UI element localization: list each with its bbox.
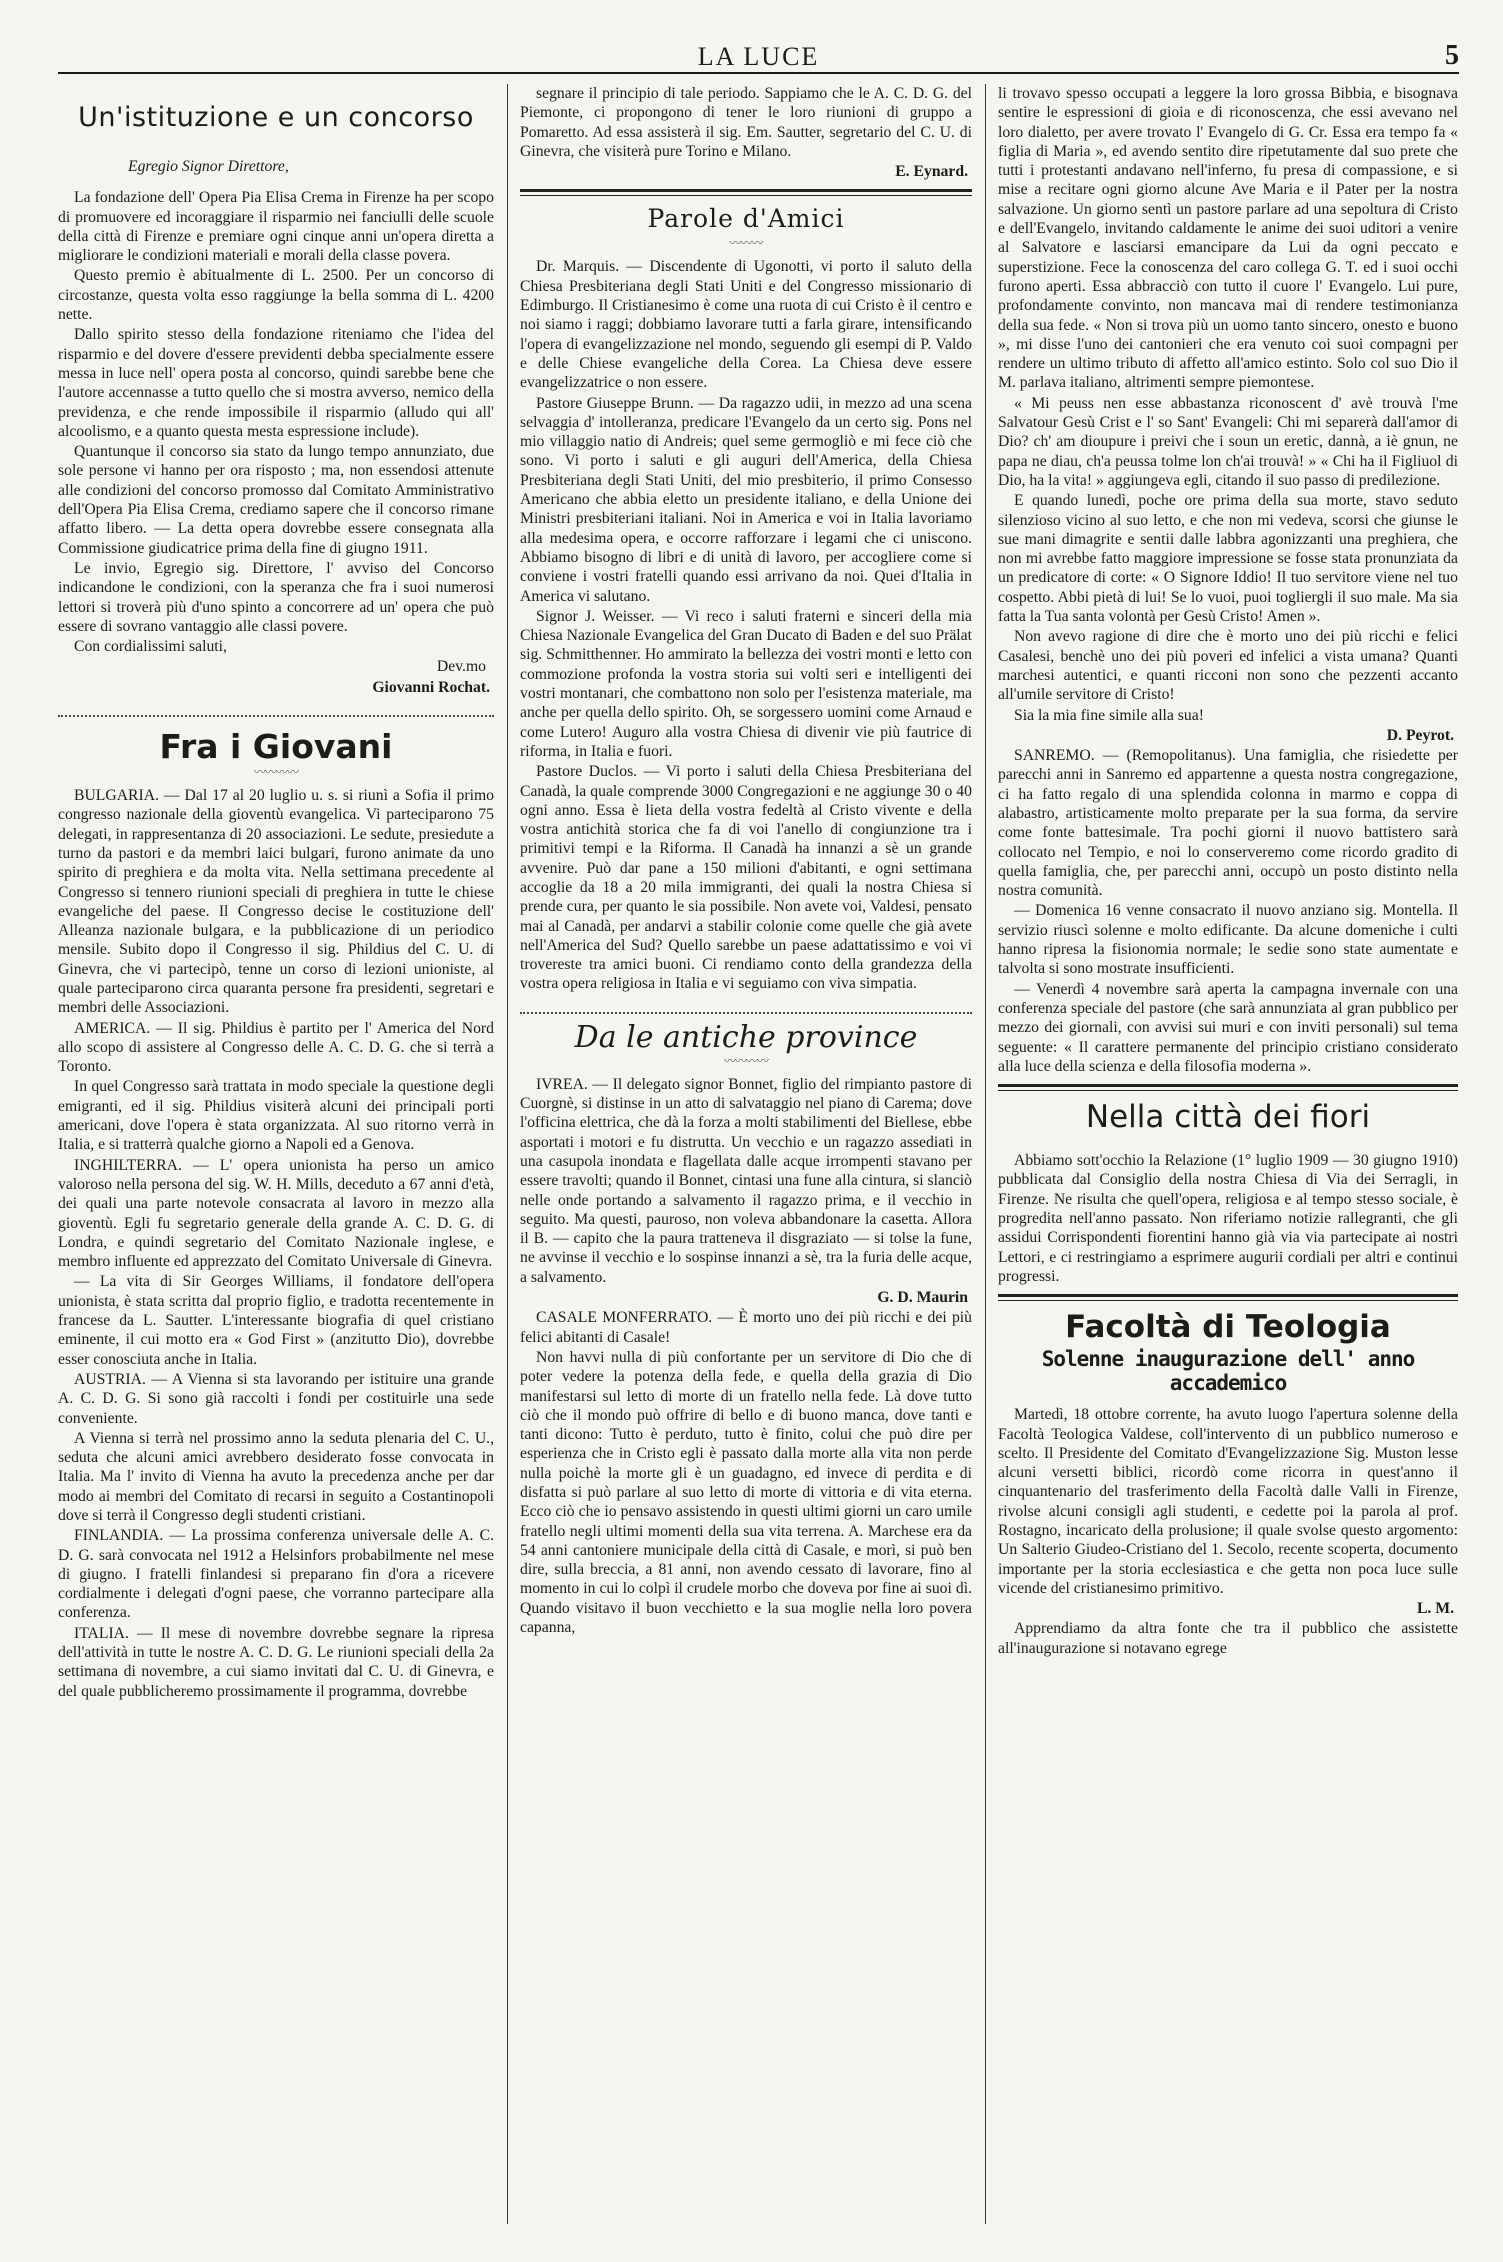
paragraph: — Domenica 16 venne consacrato il nuovo anziano sig. Montella. Il servizio riuscì solenne e molto edificante. Da alcune domeniche i culti hanno ripresa la fisionomia normale; le sedie sono state aumentate e talvolta si sono mostrate insufficienti. <box>998 902 1458 978</box>
paragraph: Sia la mia fine simile alla sua! <box>1014 706 1204 724</box>
letter-closing: Dev.mo <box>436 658 486 676</box>
paragraph: E quando lunedì, poche ore prima della sua morte, stavo seduto silenzioso vicino al suo letto, e che non mi vedeva, scorsi che giunse le sue mani dimagrite e sentii dalle labbra agonizzanti una preghiera, che non mi avrebbe fatto maggiore impressione se fosse stata pronunziata da un predicatore di corte: « O Signore Iddio! Il tuo servitore viene nel tuo cospetto. Abbi pietà di lui! Se lo vuoi, puoi togliergli il suo male. Ma sia fatta la Tua santa volontà per Gesù Cristo! Amen ». <box>998 492 1458 626</box>
title-ornament: 〰〰〰 <box>729 236 763 251</box>
paragraph: Quantunque il concorso sia stato da lungo tempo annunziato, due sole persone vi hanno per ora risposto ; ma, non essendosi attenute alle condizioni del concorso promosso dal Comitato Amministrativo dell'Opera Pia Elisa Crema, crediamo sapere che il concorso rimane affatto libero. — La detta opera dovrebbe essere consegnata alla Commissione giudicatrice prima della fine di giugno 1911. <box>58 443 494 557</box>
page-number: 5 <box>1445 40 1459 71</box>
article-signature: L. M. <box>1416 1600 1454 1618</box>
article-title-giovani: Fra i Giovani <box>159 727 393 767</box>
article-title-amici: Parole d'Amici <box>647 204 845 234</box>
paragraph: Questo premio è abitualmente di L. 2500. Per un concorso di circostanze, questa volta esso raggiunge la bella somma di L. 4200 nette. <box>58 267 494 324</box>
column-1 <box>58 84 494 2234</box>
article-title-concorso: Un'istituzione e un concorso <box>78 102 474 133</box>
article-signature: G. D. Maurin <box>877 1289 968 1307</box>
section-divider <box>58 707 494 717</box>
column-2 <box>520 84 972 2234</box>
article-title-fiori: Nella città dei fiori <box>1085 1099 1371 1136</box>
paragraph: Non havvi nulla di più confortante per un servitore di Dio che di poter vedere la potenza della fede, e quella della grazia di Dio manifestarsi sul letto di morte di un fratello nella fede. Là dove tutto ciò che il mondo può offrire di bello e di buono manca, dove tanti e tanti dicono: Tutto è perduto, tutto è finito, colui che può dire per esperienza che in Cristo egli è passato dalla morte alla vita non perde nulla poichè la morte gli è un guadagno, ed invece di perdita e di disfatta si può parlare al suo letto di morte di vittoria e di vita eterna. Ecco ciò che io pensavo assistendo in questi ultimi giorni un caro umile fratello negli ultimi momenti della sua vita terrena. A. Marchese era da 54 anni cantoniere municipale della città di Casale, e morì, si può ben dire, sulla breccia, a 81 anni, non avendo cessato di lavorare, fino al momento in cui lo colpì il crudele morbo che doveva por fine ai suoi dì. Quando visitavo il buon vecchietto e la sua moglie nella loro povera capanna, <box>520 1348 972 1637</box>
article-title-province: Da le antiche province <box>574 1019 918 1055</box>
paragraph: Pastore Giuseppe Brunn. — Da ragazzo udii, in mezzo ad una scena selvaggia d' intolleranza, predicare l'Evangelo da un certo sig. Pons nel mio villaggio natio di Andreis; quel seme germogliò e mi fece ciò che sono. Vi porto i saluti e gli auguri dell'America, della Chiesa Presbiteriana degli Stati Uniti, del mio presbiterio, il primo Consesso Americano che abbia eletto un presidente italiano, e della Unione dei Ministri presbiteriani italiani. Noi in America e voi in Italia lavoriamo alla medesima opera, e occorre rafforzare i legami che ci uniscono. Abbiamo bisogno di libri e di unità di lavoro, per accogliere come si conviene i vostri fratelli quando essi arrivano da noi. Quei d'Italia in America vi salutano. <box>520 394 972 605</box>
paragraph: A Vienna si terrà nel prossimo anno la seduta plenaria del C. U., seduta che alcuni amici avrebbero desiderato fosse convocata in Italia. Ma l' invito di Vienna ha avuto la precedenza anche per dar modo ai membri del Comitato di recarsi in seguito a Costantinopoli dove si terrà il Congresso degli studenti cristiani. <box>58 1429 494 1524</box>
paragraph: CASALE MONFERRATO. — È morto uno dei più ricchi e dei più felici abitanti di Casale! <box>520 1309 972 1346</box>
running-header <box>58 38 1459 74</box>
paragraph: Abbiamo sott'occhio la Relazione (1° luglio 1909 — 30 giugno 1910) pubblicata dal Consiglio della nostra Chiesa di Via dei Serragli, in Firenze. Ne risulta che quell'opera, religiosa e al tempo stesso sociale, è progredita nell'anno passato. Non riferiamo notizie rallegranti, che gli assidui Corrispondenti fiorentini hanno già via via partecipate ai nostri Lettori, e ci restringiamo a esprimere augurii cordiali per altri e continui progressi. <box>998 1152 1458 1285</box>
column-rule <box>985 84 986 2224</box>
paragraph: Dr. Marquis. — Discendente di Ugonotti, vi porto il saluto della Chiesa Presbiteriana degli Stati Uniti e del Congresso missionario di Edimburgo. Il Cristianesimo è come una ruota di cui Cristo è il centro e noi siamo i raggi; dobbiamo lavorare tutti a farla girare, intensificando l'opera di evangelizzazione nel mondo, seguendo gli esempi di P. Valdo e delle Chiese evangeliche della Corea. La Chiesa deve essere evangelizzatrice o non essere. <box>520 258 972 392</box>
paragraph: Signor J. Weisser. — Vi reco i saluti fraterni e sinceri della mia Chiesa Nazionale Evangelica del Gran Ducato di Baden e del suo Prälat sig. Schmitthenner. Ho ammirato la bellezza dei vostri monti e letto con commozione profonda la vostra storia sui volti seri e intelligenti dei vostri montanari, che combattono non solo per l'esistenza materiale, ma anche per quella dello spirito. Oh, se sorgessero uomini come Arnaud e come Lutero! Auguro alla vostra Chiesa di divenir vie più fautrice di riforma, in Italia e fuori. <box>520 607 972 760</box>
paragraph: Le invio, Egregio sig. Direttore, l' avviso del Concorso indicandone le condizioni, con la speranza che fra i suoi numerosi lettori si troverà più d'uno spinto a concorrere ad un' opera che può essere di sovrano vantaggio alle classi povere. <box>58 559 494 635</box>
paragraph: Dallo spirito stesso della fondazione riteniamo che l'idea del risparmio e del dovere d'essere previdenti debba specialmente essere messa in luce nell' opera posta al concorso, quindi sarebbe bene che l'autore accennasse a tutto quello che si mostra avverso, nemico della previdenza, e che rende impossibile il risparmio (alludo qui all' alcoolismo, e a quanto questa mesta espressione include). <box>58 326 494 440</box>
paragraph: FINLANDIA. — La prossima conferenza universale delle A. C. D. G. sarà convocata nel 1912 a Helsinfors probabilmente nel mese di giugno. I fratelli finlandesi si preparano fin d'ora a ricevere cordialmente i delegati d'ogni paese, che vorranno partecipare alla conferenza. <box>58 1527 494 1622</box>
letter-greeting: Egregio Signor Direttore, <box>128 158 289 175</box>
paragraph: AUSTRIA. — A Vienna si sta lavorando per istituire una grande A. C. D. G. Si sono già raccolti i fondi per costituirle una sede conveniente. <box>58 1370 494 1427</box>
title-ornament: 〰〰〰〰 <box>253 765 298 780</box>
paragraph: Con cordialissimi saluti, <box>74 638 227 656</box>
newspaper-title: LA LUCE <box>697 42 820 71</box>
letter-signature: Giovanni Rochat. <box>372 678 490 696</box>
paragraph: « Mi peuss nen esse abbastanza riconoscent d' avè trouvà l'me Salvatour Gesù Crist e l' so Sant' Evangeli: Chi mi separerà dall'amor di Dio? ch' am dioupure i preivi che i soun un eretic, dannà, a iè gnun, ne papa ne diau, ch'a peussa tolme lon ch'ai trouvà! » « Chi ha il Figliuol di Dio, ha la vita! » aggiungeva egli, citando il suo passo di predilezione. <box>998 394 1458 489</box>
paragraph: Apprendiamo da altra fonte che tra il pubblico che assistette all'inaugurazione si notavano egrege <box>998 1620 1458 1657</box>
section-divider <box>998 1294 1458 1301</box>
paragraph: IVREA. — Il delegato signor Bonnet, figlio del rimpianto pastore di Cuorgnè, si distinse in un atto di salvataggio nel piano di Carema; dove l'officina elettrica, che dà la forza a molti stabilimenti del Biellese, ebbe asportati i motori e fu distrutta. Un vecchio e un ragazzo assediati in una casupola inondata e flagellata dalle acque irrompenti stavano per essere travolti; quando il Bonnet, cintasi una fune alla cintura, si slanciò nelle onde portando a salvamento il ragazzo prima, e il vecchio in seguito. Ma questi, pauroso, non voleva abbandonare la casetta. Allora il B. — capito che la paura tratteneva il disgraziato — si tolse la fune, ne avvinse il vecchio e lo sospinse innanzi a sè, tra la furia delle acque, a salvamento. <box>520 1075 972 1286</box>
paragraph: Martedì, 18 ottobre corrente, ha avuto luogo l'apertura solenne della Facoltà Teologica Valdese, coll'intervento di un pubblico numeroso e scelto. Il Presidente del Comitato d'Evangelizzazione Sig. Muston lesse alcuni versetti biblici, ricordò come ricorra in quest'anno il cinquantenario del trasferimento della Facoltà dalle Valli in Firenze, rivolse alcuni consigli agli studenti, e cedette poi la parola al prof. Rostagno, incaricato della prolusione; il quale svolse questo argomento: Un Salterio Giudeo-Cristiano del 1. Secolo, recente scoperta, documento importante per la storia ecclesiastica e che getta non poca luce sulle vicende del cristianesimo primitivo. <box>998 1406 1458 1597</box>
column-rule <box>507 84 508 2224</box>
article-subtitle-teologia: Solenne inaugurazione dell' anno accademico <box>1041 1347 1415 1396</box>
paragraph: INGHILTERRA. — L' opera unionista ha perso un amico valoroso nella persona del sig. W. H. Mills, deceduto a 67 anni d'età, dei quali una parte notevole consacrata al lavoro in mezzo alla gioventù. Egli fu segretario generale della grande A. C. D. G. di Londra, e quindi segretario del Comitato Nazionale inglese, e membro influente ed apprezzato del Comitato Universale di Ginevra. <box>58 1156 494 1271</box>
paragraph: — Venerdì 4 novembre sarà aperta la campagna invernale con una conferenza speciale del pastore (che sarà annunziata al gran pubblico per mezzo dei giornali, con avvisi sui muri e con inviti personali) sul tema seguente: « Il carattere permanente del principio cristiano considerato alla luce della scienza e della filosofia moderna ». <box>998 980 1458 1075</box>
paragraph: segnare il principio di tale periodo. Sappiamo che le A. C. D. G. del Piemonte, ci propongono di tener le loro riunioni di gruppo a Pomaretto. Ad essa assisterà il sig. Em. Sautter, segretario del C. U. di Ginevra, che visiterà pure Torino e Milano. <box>520 85 972 160</box>
title-ornament: 〰〰〰〰 <box>723 1053 768 1068</box>
article-signature: D. Peyrot. <box>1386 726 1454 744</box>
paragraph: Pastore Duclos. — Vi porto i saluti della Chiesa Presbiteriana del Canadà, la quale comprende 3000 Congregazioni e ne aggiunge 30 o 40 ogni anno. Essa è lieta della vostra fedeltà al Cristo vivente e della vostra antichità storica che fa di voi l'anello di congiunzione tra i primitivi tempi e la Riforma. Il Canadà ha innanzi a sè un grande avvenire. Può dar pane a 150 milioni d'abitanti, e ogni settimana accoglie da 18 a 20 mila immigranti, dei quali la nostra Chiesa si prende cura, per quanto le sia possibile. Non avete voi, Valdesi, pensato mai al Canadà, per andarvi a stabilir colonie come quelle che già avete nell'America del Sud? Quello sarebbe un paese adattatissimo e voi vi trovereste tra amici buoni. Ci rendiamo conto della grandezza della vostra opera religiosa in Italia e vi seguiamo con viva simpatia. <box>520 763 972 993</box>
paragraph: In quel Congresso sarà trattata in modo speciale la questione degli emigranti, ed il sig. Phildius visiterà alcuni dei principali porti americani, dove l'opera è stata organizzata. Al suo ritorno verrà in Italia, e si tratterrà qualche giorno a Napoli ed a Genova. <box>58 1078 494 1154</box>
paragraph: SANREMO. — (Remopolitanus). Una famiglia, che risiedette per parecchi anni in Sanremo ed appartenne a questa nostra congregazione, ci ha fatto regalo di una splendida colonna in marmo e coppa di alabastro, artisticamente molto preparate per la sua forma, da servire come fonte battesimale. Tra pochi giorni il nuovo battistero sarà collocato nel Tempio, e noi lo conserveremo come ricordo gradito di quella famiglia, che, per parecchi anni, occupò un posto distinto nella nostra comunità. <box>998 747 1458 900</box>
paragraph: AMERICA. — Il sig. Phildius è partito per l' America del Nord allo scopo di assistere al Congresso delle A. C. D. G. che si terrà a Toronto. <box>58 1019 494 1076</box>
column-3 <box>998 84 1458 2234</box>
article-title-teologia: Facoltà di Teologia <box>1065 1309 1391 1346</box>
section-divider <box>520 1004 972 1014</box>
paragraph: — La vita di Sir Georges Williams, il fondatore dell'opera unionista, è stata scritta dal proprio figlio, e tradotta recentemente in francese da L. Sautter. L'interessante biografia di quel cristiano eminente, il cui motto era « God First » (anzitutto Dio), dovrebbe esser conosciuta anche in Italia. <box>58 1273 494 1368</box>
paragraph: La fondazione dell' Opera Pia Elisa Crema in Firenze ha per scopo di promuovere ed incoraggiare il risparmio nei fanciulli delle scuole della città di Firenze e premiare ogni cinque anni un'opera diretta a migliorare le condizioni materiali e morali della classe povera. <box>58 189 494 265</box>
paragraph: Non avevo ragione di dire che è morto uno dei più ricchi e felici Casalesi, benchè uno dei più poveri ed infelici a vista umana? Quanti marchesi autentici, e quanti ricconi non sono che pezzenti accanto all'umile servitore di Cristo! <box>998 628 1458 704</box>
paragraph: BULGARIA. — Dal 17 al 20 luglio u. s. si riunì a Sofia il primo congresso nazionale della gioventù evangelica. Vi parteciparono 75 delegati, in rappresentanza di 20 associazioni. Le sedute, presiedute a turno da pastori e da membri laici bulgari, furono animate da uno spirito di preghiera e da molta vita. Nella settimana precedente al Congresso si tennero riunioni speciali di preghiera in tutte le chiese evangeliche del paese. Il Congresso decise le costituzione dell' Alleanza nazionale bulgara, e la pubblicazione di un periodico mensile. Subito dopo il Congresso il sig. Phildius del C. U. di Ginevra, che vi partecipò, tenne un corso di lezioni unioniste, al quale parteciparono circa quaranta persone fra presidenti, segretari e membri delle Associazioni. <box>58 787 494 1017</box>
article-columns <box>58 84 1459 2234</box>
section-divider <box>520 189 972 196</box>
article-signature: E. Eynard. <box>895 163 968 181</box>
paragraph: ITALIA. — Il mese di novembre dovrebbe segnare la ripresa dell'attività in tutte le nostre A. C. D. G. Le riunioni speciali della 2a settimana di novembre, a cui siamo invitati dal C. U. di Ginevra, e del quale pubblicheremo prossimamente il programma, dovrebbe <box>58 1624 494 1700</box>
paragraph: li trovavo spesso occupati a leggere la loro grossa Bibbia, e bisognava sentire le espressioni di gioia e di riconoscenza, che essi avevano nel loro dialetto, per avere trovato l' Evangelo di G. Cr. Essa era tempo fa « figlia di Maria », ed avendo sentito dire ripetutamente dal suo prete che tutti i protestanti andavano nell'inferno, fu presa di compassione, e si mise a recitare ogni giorno alcune Ave Maria e il Pater per la nostra salvazione. Un giorno sentì un pastore parlare ad una sepoltura di Cristo e dell'Evangelo, invitando caldamente le anime dei suoi uditori a venire al Salvatore e lasciarsi emancipare da Lui da ogni peccato e superstizione. Fece la conoscenza del caro collega G. T. ed i suoi occhi furono aperti. Essa abbracciò con tutto il cuore l' Evangelo. Lui pure, profondamente convinto, non mancava mai di rendere testimonianza della sua fede. « Non si trova più un uomo tanto sincero, onesto e buono », mi disse l'uno dei cantonieri che era venuto coi suoi compagni per rendere un ultimo tributo di affetto all'amico estinto. Solo col suo Dio il M. parlava italiano, altrimenti sempre piemontese. <box>998 85 1458 392</box>
section-divider <box>998 1084 1458 1091</box>
